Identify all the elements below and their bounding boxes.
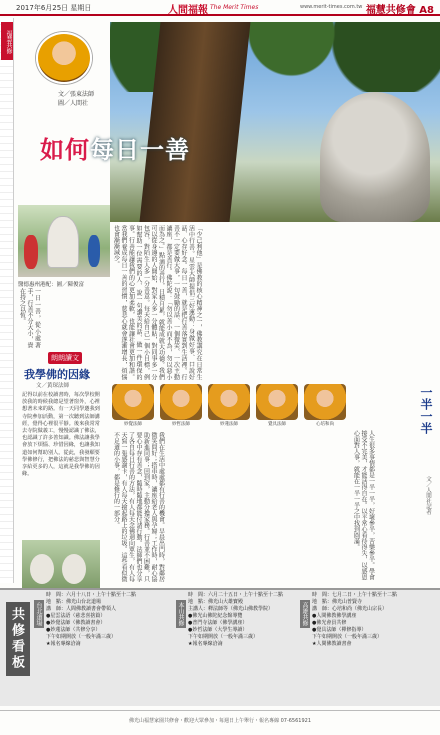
monk-portrait [160, 384, 202, 420]
title-part-2: 每日一善 [90, 136, 190, 164]
event-item: ●普門寺法師（佛學講座） [188, 620, 248, 626]
event-time: 時 間：七月二日・上午十點至十二點 [312, 592, 398, 598]
sidebar-tag: 朗朗讀文 [48, 352, 82, 364]
page-header [0, 0, 440, 16]
event-item: ●人間佛教佛學講座 [312, 613, 357, 619]
column-byline: 文／人間社記者 [425, 476, 431, 515]
event-item: ●星雲法語（慈悲喜捨篇） [46, 613, 106, 619]
margin-tab: 福慧共修 [1, 22, 13, 60]
title-part-1: 如何 [40, 136, 90, 164]
event-item: ●覺具法師（禪修指導） [312, 627, 367, 633]
child-figure [88, 235, 100, 267]
sidebar-byline: 文／黃琛法師 [36, 383, 70, 389]
body-text: 一日一善，從小處著手，行善不分大小，貴在持之以恆。 [18, 288, 41, 348]
event-speaker: 講 師：人間佛教讀書會帶領人 [46, 606, 117, 612]
event-contact: ★報名專線洽詢 [188, 641, 223, 647]
event-contact: ★人間佛教讀書會 [312, 641, 352, 647]
event-contact: ★報名專線洽詢 [46, 641, 81, 647]
photo-caption: 醫德惠州港配：圖／陳俊富 [18, 282, 85, 288]
monk-portrait [256, 384, 298, 420]
newspaper-logo: 人間福報 [168, 5, 208, 16]
event-speaker: 講 師：心培和尚（佛光山宗長） [312, 606, 388, 612]
body-text: 「少己利他」是佛教的核心精神之一，佛教講究在日常生活中行善。星雲大師提倡三好運動：身做好事、口說好話、心存好念。每日一善，就是把行善落實到生活裡。行善不一定要做大事，一句鼓勵的話、一個微笑、一次主動讓座，都是善行。佛陀說：「勿以善小而不為，勿以惡小而為之。」點滴的善行，日積月累，就能成就大功德。我們可以從身邊的人開始，對家人多一分體貼，對同事多一分包容，對陌生人多一分善意。每天給自己一個小目標，例如幫助一位需要的人、說一句讚美的話、做一件環保的事。行善能讓我們的心更加柔軟，也能讓社會更加和諧。當我們養成每日一善的習慣，慈悲心就會逐漸增長，煩惱也會漸漸減少。 [112, 225, 202, 380]
event-item: ●妙蓮法師（共修分享） [46, 627, 101, 633]
monk-portrait [208, 384, 250, 420]
event-tag: 台北道場 [35, 602, 42, 626]
sidebar-title: 我學佛的因緣 [24, 368, 90, 381]
monk-name: 妙哲法師 [172, 422, 190, 427]
issue-date: 2017年6月25日 星期日 [16, 4, 92, 12]
author-byline [58, 90, 94, 108]
statue-figure [48, 217, 78, 267]
article-body-left [18, 288, 110, 348]
monk-name: 覺具法師 [268, 422, 286, 427]
event-item: ●妙哲法師（大學生導讀） [188, 627, 248, 633]
hero-photo [110, 22, 440, 222]
event-item: ●妙覺法師（佛教讀書會） [46, 620, 106, 626]
event-time: 時 間：六月十八日・上午十點至十二點 [46, 592, 137, 598]
event-note: 下午如期開放（一般年滿三歲） [46, 634, 117, 640]
monk-portrait [112, 384, 154, 420]
event-place: 地 點：佛光山台北道場 [46, 599, 102, 605]
statues-photo [22, 540, 100, 588]
event-tag: 本山共修 [177, 602, 184, 626]
event-place: 地 點：佛光山大雄寶殿 [188, 599, 244, 605]
event-block [188, 592, 316, 648]
body-text: 人生很多事情都是一半一半，好壞參半，苦樂參半。學會接受不完美，才能活得自在。以平常心看待得失，以感恩心面對人事，就能在一半一半之中找到圓滿。 [352, 430, 375, 580]
body-text: 我們在生活中處處都有行善的機會。早晨出門時，對鄰居微笑問好；搭車時，讓座給老人與孕婦；工作時，耐心協助新進同事；回到家，主動分擔家務。行善並不困難，只要心中存有善念，隨時隨地都能付諸行動。法師們也分享了各自每日行善的方法，有人每天念佛迴向眾生，有人每天寫一張感謝卡，有人每天撿起路上的垃圾。這些看似微不足道的小事，都是修行的一部分。 [112, 432, 165, 582]
event-item: ●佛光山佛陀紀念館導覽 [188, 613, 243, 619]
column-title: 一半一半 [419, 386, 433, 434]
author-portrait [36, 32, 92, 84]
event-tag: 高雄共修 [301, 602, 308, 626]
monk-portraits [112, 384, 352, 426]
byline-author: 文／張東法師 [58, 91, 95, 98]
statue-photo [18, 205, 110, 277]
monk-portrait [304, 384, 346, 420]
byline-photo: 圖／人間社 [58, 100, 89, 107]
margin-ruler [0, 18, 14, 583]
event-place: 地 點：佛光山普賢寺 [312, 599, 363, 605]
page-footer: 佛光山福慧家園共修會・歡迎大眾參加・每週日上午舉行・報名專線 07-6561921 [0, 710, 440, 735]
event-block [312, 592, 440, 648]
sidebar-body: 記得以前在校讀書時，每次學校開放我的時候我總是望著窗外，心裡想著未來的路。有一天同學邀我到寺院參加活動，第一次聽到法師講經，覺得心裡很平靜。後來我常常去寺院做義工，慢慢認識了佛法，也認識了許多善知識。佛法讓我學會放下煩惱、珍惜因緣，也讓我知道如何幫助別人。從此，我發願要學佛修行，把佛法的慈悲與智慧分享給更多的人，這就是我學佛的因緣。 [22, 392, 100, 478]
statue-figure [30, 554, 54, 584]
event-note: 下午如期開放（一般年滿三歲） [188, 634, 259, 640]
statue-figure [62, 554, 86, 584]
monk-name: 心培和尚 [316, 422, 334, 427]
event-note: 下午如期開放（一般年滿三歲） [312, 634, 383, 640]
stone-statue [320, 92, 430, 222]
event-block [46, 592, 174, 648]
event-time: 時 間：六月二十五日・上午十點至十二點 [188, 592, 284, 598]
child-figure [24, 235, 38, 269]
events-panel-title: 共修看板 [6, 602, 30, 676]
section-label: 福慧共修會 A8 [365, 5, 434, 16]
monk-name: 妙覺法師 [124, 422, 142, 427]
monk-name: 妙蓮法師 [220, 422, 238, 427]
event-item: ●佛光會員共修 [312, 620, 347, 626]
event-speaker: 主講人：釋法師等（佛光山佛教學院） [188, 606, 274, 612]
article-body-lower [112, 432, 352, 582]
column-body [352, 430, 416, 580]
newspaper-logo-english: The Merit Times [210, 4, 259, 11]
article-body-upper [112, 225, 434, 380]
newspaper-url: www.merit-times.com.tw [300, 4, 363, 10]
article-title [40, 130, 190, 165]
